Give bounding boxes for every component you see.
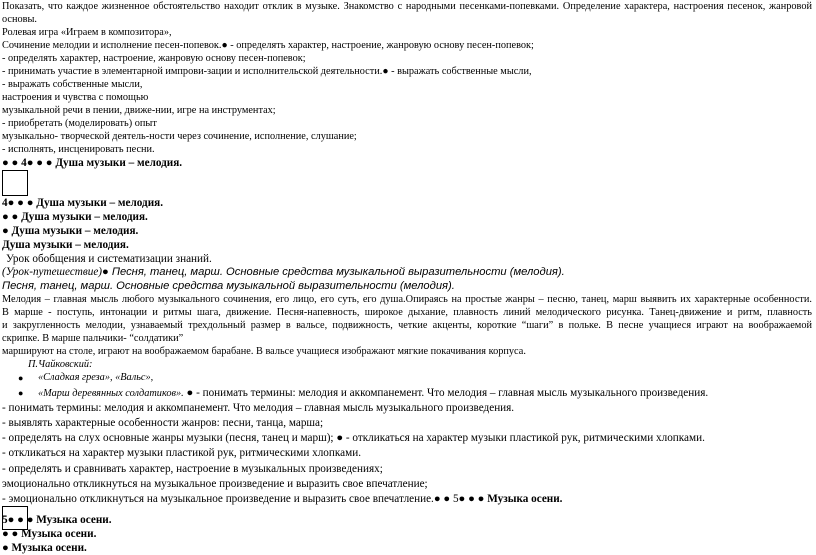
heading-2: 4● ● ● Душа музыки – мелодия. [2,197,163,209]
piece-title: «Марш деревянных солдатиков». [38,388,184,399]
text-line-3: Ролевая игра «Играем в композитора», [2,27,172,38]
piece-goal: ● - понимать термины: мелодия и аккомпанемент. Что мелодия – главная мысль музыкального произведения. [183,387,709,399]
paragraph-line-2: В марше - поступь, интонации и ритмы шага, движение. Песня-напевность, широкое дыхание, плавность линий мелодического рисунка. Танец-движение и ритм, плавность [2,307,812,318]
heading-5: Душа музыки – мелодия. [2,239,129,251]
text-line-4: Сочинение мелодии и исполнение песен-попевок.● - определять характер, настроение, жанровую основу песен-попевок; [2,40,534,51]
paragraph-line-3: и закругленность мелодии, узнаваемый трехдольный размер в вальсе, подвижность, четкие акценты, короткие “шаги” в польке. В песне учащиеся играют на воображаемой [2,320,812,331]
text-line-2: основы. [2,14,37,25]
heading-autumn-1: 5● ● ● Музыка осени. [2,514,112,526]
list-bullet-2: ● [18,388,24,398]
lesson-topic-line [2,265,812,279]
heading-1: ● ● 4● ● ● Душа музыки – мелодия. [2,157,183,169]
lesson-subtype: (Урок-путешествие) [2,266,103,278]
text-line-6: - принимать участие в элементарной импрови-зации и исполнительской деятельности.● - выражать собственные мысли, [2,66,532,77]
paragraph-line-5: маршируют на столе, играют на воображаемом барабане. В вальсе учащиеся изображают мягкие покачивания корпуса. [2,346,526,357]
goal-line-1: - понимать термины: мелодия и аккомпанемент. Что мелодия – главная мысль музыкального произведения. [2,402,515,414]
paragraph-line-4: скрипке. В марше пальчики- “солдатики” [2,333,184,344]
text-line-9: музыкальной речи в пении, движе-нии, игре на инструментах; [2,105,276,116]
goal-line-3: - определять на слух основные жанры музыки (песня, танец и марш); ● - откликаться на характер музыки пластикой рук, ритмическими хлопками. [2,432,705,444]
lesson-type: Урок обобщения и систематизации знаний. [6,253,212,265]
empty-box-1 [2,170,28,196]
piece-list-item-1: «Сладкая греза», «Вальс», [38,372,154,383]
heading-3: ● ● Душа музыки – мелодия. [2,211,148,223]
text-line-11: музыкально- творческой деятель-ности через сочинение, исполнение, слушание; [2,131,357,142]
goal-line-2: - выявлять характерные особенности жанров: песни, танца, марша; [2,417,324,429]
text-line-1: Показать, что каждое жизненное обстоятельство находит отклик в музыке. Знакомство с народными песенками-попевками. Определение характера, настроения песенок, жанровой [2,1,812,12]
paragraph-line-1: Мелодия – главная мысль любого музыкального сочинения, его лицо, его суть, его душа.Опираясь на простые жанры – песню, танец, марш выявить их характерные особенности. [2,294,812,305]
text-line-8: настроения и чувства с помощью [2,92,149,103]
text-line-5: - определять характер, настроение, жанровую основу песен-попевок; [2,53,306,64]
goal-line-6: эмоционально откликнуться на музыкальное произведение и выразить свое впечатление; [2,478,428,490]
goal-line-7 [2,492,812,506]
lesson-topic: ● Песня, танец, марш. Основные средства музыкальной выразительности (мелодия). [102,266,565,278]
goal-line-4: - откликаться на характер музыки пластикой рук, ритмическими хлопками. [2,447,361,459]
goal-line-5: - определять и сравнивать характер, настроение в музыкальных произведениях; [2,463,383,475]
heading-4: ● Душа музыки – мелодия. [2,225,139,237]
text-line-12: - исполнять, инсценировать песни. [2,144,155,155]
goal-text: - эмоционально откликнуться на музыкальное произведение и выразить свое впечатление.● ● 5● ● ● [2,493,485,505]
composer-label: П.Чайковский: [28,359,93,370]
text-line-10: - приобретать (моделировать) опыт [2,118,157,129]
lesson-topic-repeat: Песня, танец, марш. Основные средства музыкальной выразительности (мелодия). [2,280,455,292]
heading-autumn-inline: Музыка осени. [484,493,563,505]
heading-autumn-2: ● ● Музыка осени. [2,528,97,540]
list-bullet-1: ● [18,373,24,383]
heading-autumn-3: ● Музыка осени. [2,542,87,554]
text-line-7: - выражать собственные мысли, [2,79,143,90]
piece-list-item-2 [38,386,812,401]
